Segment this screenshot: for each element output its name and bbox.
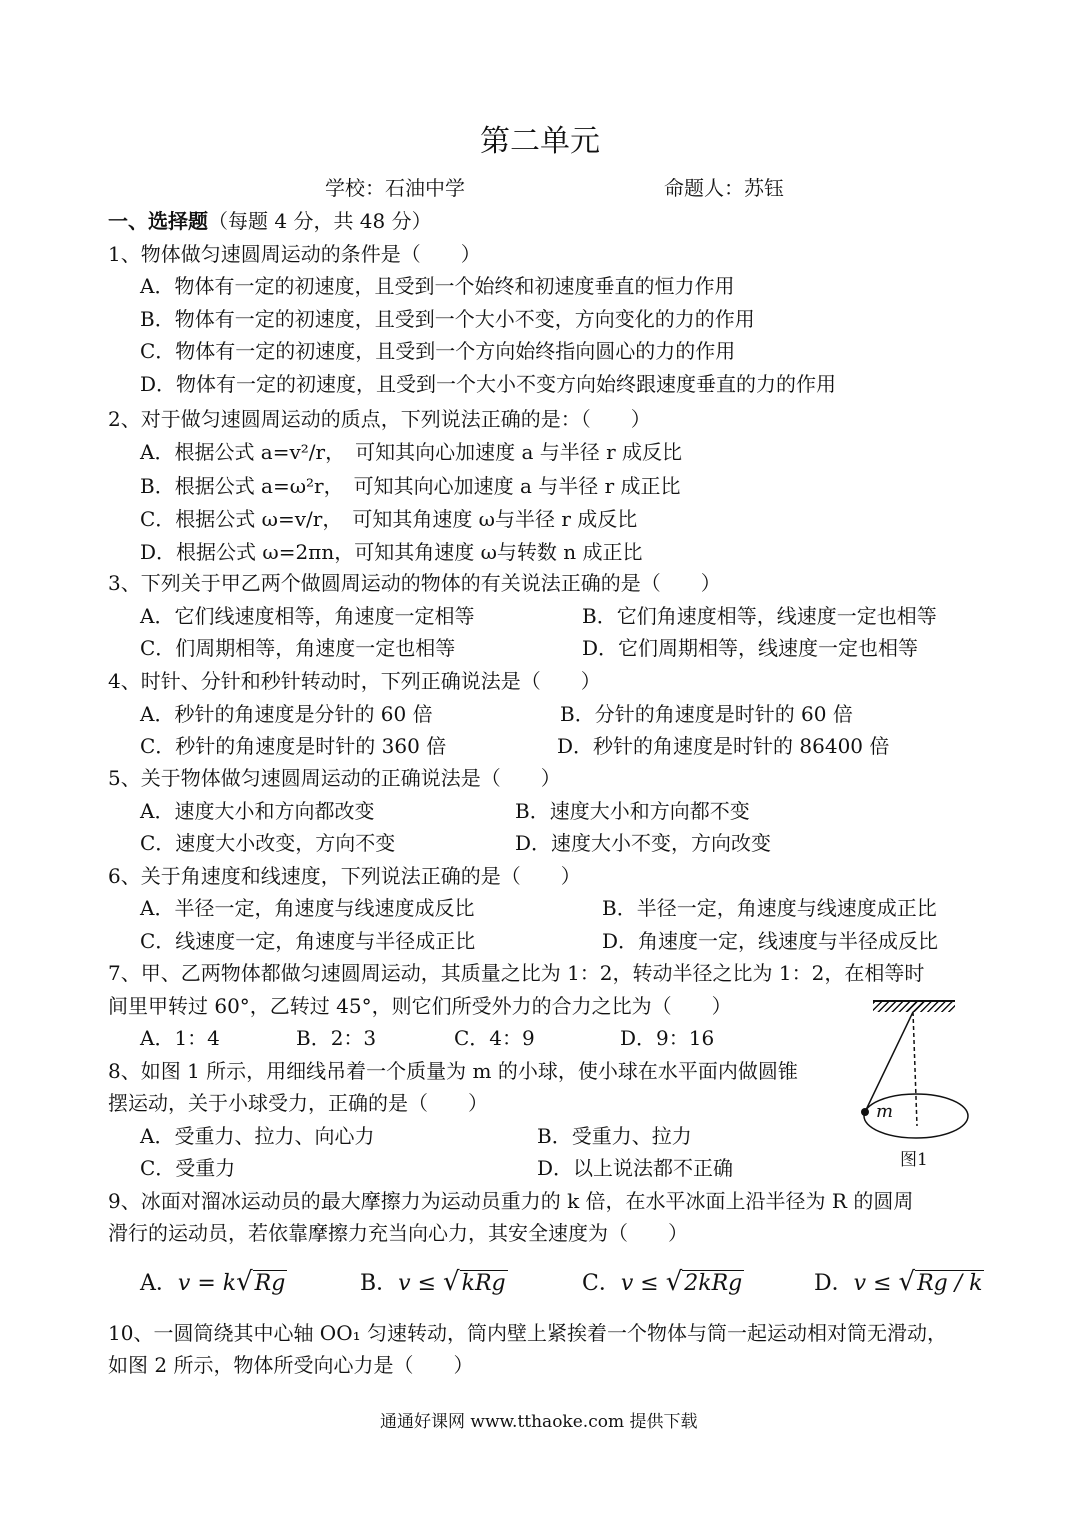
q9-option-d: [814, 1267, 984, 1299]
q7-option-c: C．4：9: [454, 1026, 535, 1050]
q9-a-label: A．: [140, 1271, 178, 1296]
author: 命题人：苏钰: [664, 176, 784, 200]
q2-option-c: C．根据公式 ω=v/r， 可知其角速度 ω与半径 r 成反比: [140, 507, 638, 531]
axis-line: [913, 1012, 917, 1126]
q3-option-a: A．它们线速度相等，角速度一定相等: [140, 604, 475, 628]
q9-a-root: Rg: [254, 1271, 286, 1296]
school: 学校：石油中学: [325, 176, 465, 200]
q9-d-label: D．: [814, 1271, 854, 1296]
q7-option-a: A．1：4: [140, 1026, 220, 1050]
q9-d-root: Rg / k: [917, 1271, 983, 1296]
q6-option-c: C．线速度一定，角速度与半径成正比: [140, 929, 476, 953]
q4-option-a: A．秒针的角速度是分针的 60 倍: [140, 702, 433, 726]
q8-option-d: D．以上说法都不正确: [537, 1156, 734, 1180]
q8-stem-line1: 8、如图 1 所示，用细线吊着一个质量为 m 的小球，使小球在水平面内做圆锥: [108, 1059, 798, 1083]
page-footer: 通通好课网 www.tthaoke.com 提供下载: [380, 1412, 698, 1432]
sqrt-sign: √: [665, 1267, 683, 1297]
ball: [861, 1108, 869, 1116]
q5-option-c: C．速度大小改变，方向不变: [140, 831, 396, 855]
q9-a-lhs: v = k: [177, 1271, 237, 1296]
q1-option-a: A．物体有一定的初速度，且受到一个始终和初速度垂直的恒力作用: [140, 274, 735, 298]
q9-b-root: kRg: [461, 1271, 506, 1296]
q9-stem-line2: 滑行的运动员，若依靠摩擦力充当向心力，其安全速度为（ ）: [108, 1221, 688, 1245]
q5-option-b: B．速度大小和方向都不变: [515, 799, 750, 823]
q1-stem: 1、物体做匀速圆周运动的条件是（ ）: [108, 242, 481, 266]
q10-stem-line2: 如图 2 所示，物体所受向心力是（ ）: [108, 1353, 474, 1377]
q6-option-b: B．半径一定，角速度与线速度成正比: [602, 896, 937, 920]
q9-b-label: B．: [360, 1271, 399, 1296]
section-note: （每题 4 分，共 48 分）: [208, 209, 432, 233]
q6-option-a: A．半径一定，角速度与线速度成反比: [140, 896, 475, 920]
page-title: 第二单元: [480, 124, 600, 159]
sqrt-sign: √: [443, 1267, 460, 1297]
q7-stem-line2: 间里甲转过 60°，乙转过 45°，则它们所受外力的合力之比为（ ）: [108, 994, 732, 1018]
sqrt-sign: √: [898, 1267, 916, 1297]
q7-option-b: B．2：3: [296, 1026, 377, 1050]
q8-stem-line2: 摆运动，关于小球受力，正确的是（ ）: [108, 1091, 488, 1115]
q4-option-d: D．秒针的角速度是时针的 86400 倍: [557, 734, 890, 758]
q9-c-root: 2kRg: [684, 1271, 743, 1296]
q2-option-b: B．根据公式 a=ω²r， 可知其向心加速度 a 与半径 r 成正比: [140, 474, 681, 498]
q1-option-d: D．物体有一定的初速度，且受到一个大小不变方向始终跟速度垂直的力的作用: [140, 372, 837, 396]
figure-1-caption: 图1: [900, 1150, 928, 1170]
q3-option-b: B．它们角速度相等，线速度一定也相等: [582, 604, 937, 628]
q8-option-c: C．受重力: [140, 1156, 236, 1180]
q5-option-a: A．速度大小和方向都改变: [140, 799, 375, 823]
sqrt-sign: √: [236, 1267, 253, 1297]
q1-option-b: B．物体有一定的初速度，且受到一个大小不变，方向变化的力的作用: [140, 307, 755, 331]
section-heading: [108, 207, 432, 235]
q2-option-d: D．根据公式 ω=2πn，可知其角速度 ω与转数 n 成正比: [140, 540, 643, 564]
q9-c-lhs: v ≤: [620, 1271, 666, 1296]
q5-option-d: D．速度大小不变，方向改变: [515, 831, 772, 855]
q3-stem: 3、下列关于甲乙两个做圆周运动的物体的有关说法正确的是（ ）: [108, 571, 721, 595]
figure-1-mass-label: m: [876, 1101, 894, 1122]
section-title: 一、选择题: [108, 209, 208, 233]
q9-option-c: [582, 1267, 744, 1299]
q9-d-lhs: v ≤: [853, 1271, 899, 1296]
q4-stem: 4、时针、分针和秒针转动时，下列正确说法是（ ）: [108, 669, 601, 693]
q6-option-d: D．角速度一定，线速度与半径成反比: [602, 929, 939, 953]
q5-stem: 5、关于物体做匀速圆周运动的正确说法是（ ）: [108, 766, 561, 790]
q9-option-b: [360, 1267, 508, 1299]
q3-option-c: C．们周期相等，角速度一定也相等: [140, 636, 456, 660]
q9-option-a: [140, 1267, 287, 1299]
q8-option-a: A．受重力、拉力、向心力: [140, 1124, 375, 1148]
q6-stem: 6、关于角速度和线速度，下列说法正确的是（ ）: [108, 864, 581, 888]
figure-1-conical-pendulum: [855, 1008, 975, 1158]
q9-stem-line1: 9、冰面对溜冰运动员的最大摩擦力为运动员重力的 k 倍，在水平冰面上沿半径为 R 的圆周: [108, 1189, 914, 1213]
q7-option-d: D．9：16: [620, 1026, 715, 1050]
q2-stem: 2、对于做匀速圆周运动的质点，下列说法正确的是：（ ）: [108, 407, 651, 431]
q10-stem-line1: 10、一圆筒绕其中心轴 OO₁ 匀速转动，筒内壁上紧挨着一个物体与筒一起运动相对筒无滑动，: [108, 1321, 947, 1345]
q4-option-c: C．秒针的角速度是时针的 360 倍: [140, 734, 447, 758]
q4-option-b: B．分针的角速度是时针的 60 倍: [560, 702, 853, 726]
q3-option-d: D．它们周期相等，线速度一定也相等: [582, 636, 919, 660]
q7-stem-line1: 7、甲、乙两物体都做匀速圆周运动，其质量之比为 1：2，转动半径之比为 1：2，在相等时: [108, 961, 925, 985]
q9-b-lhs: v ≤: [398, 1271, 444, 1296]
q2-option-a: A．根据公式 a=v²/r， 可知其向心加速度 a 与半径 r 成反比: [140, 440, 683, 464]
q9-c-label: C．: [582, 1271, 621, 1296]
q8-option-b: B．受重力、拉力: [537, 1124, 692, 1148]
q1-option-c: C．物体有一定的初速度，且受到一个方向始终指向圆心的力的作用: [140, 339, 736, 363]
